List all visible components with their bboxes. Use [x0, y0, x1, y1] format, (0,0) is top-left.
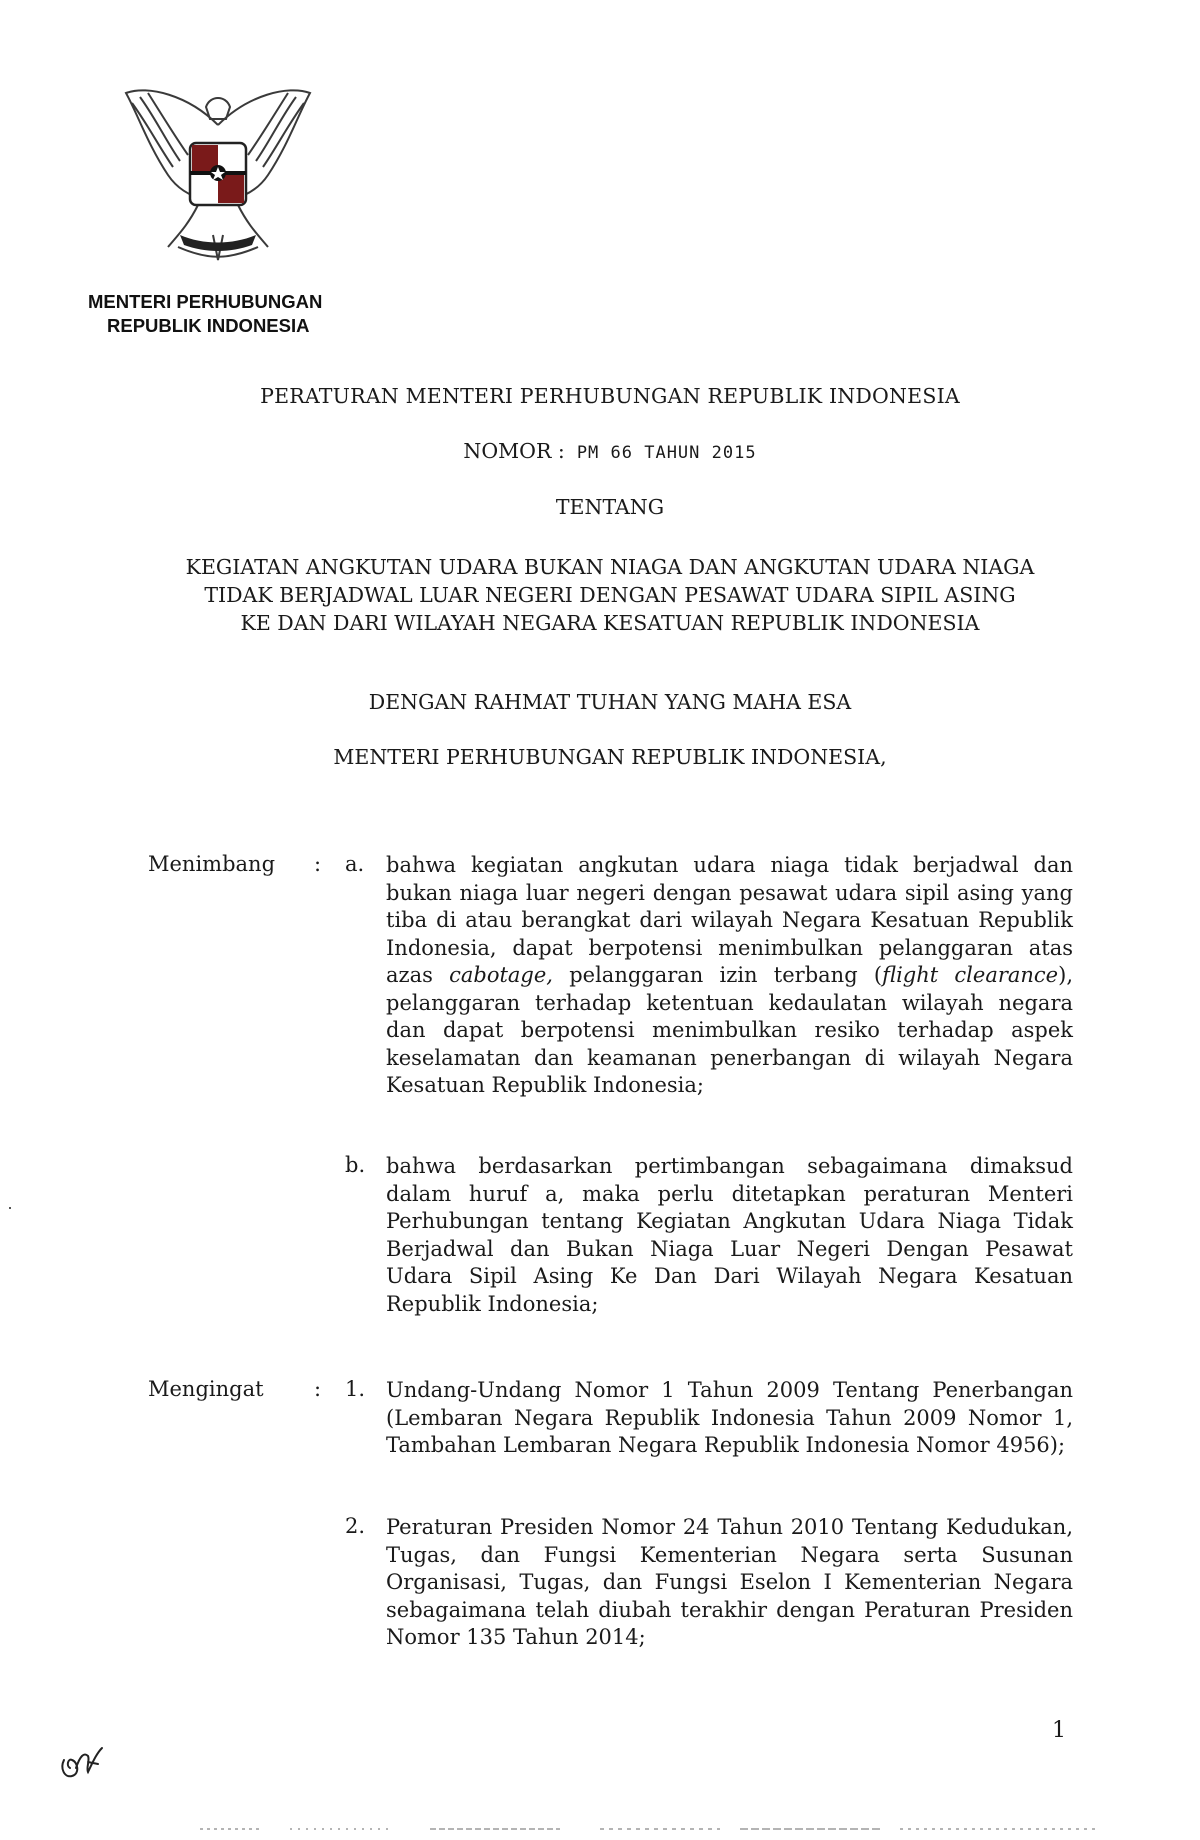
- page-number: 1: [1052, 1718, 1066, 1743]
- item-a-italic-cabotage: cabotage,: [449, 963, 553, 987]
- scan-speck: [9, 1207, 11, 1209]
- subject-line: KE DAN DARI WILAYAH NEGARA KESATUAN REPUBLIK INDONESIA: [240, 611, 980, 635]
- mengingat-item-2: [386, 1514, 1073, 1652]
- nomor-value: PM 66 TAHUN 2015: [576, 443, 757, 463]
- mengingat-label: Mengingat: [148, 1377, 264, 1401]
- menimbang-colon: :: [314, 852, 322, 876]
- item-a-text-1: bahwa kegiatan angkutan udara niaga tidak berjadwal dan bukan niaga luar negeri dengan pesawat udara sipil asing yang tiba di atau berangkat dari wilayah Negara Kesatuan Republik Indonesia, dapat berpotensi menimbulkan pelanggaran atas azas: [386, 853, 1073, 987]
- subject-line: TIDAK BERJADWAL LUAR NEGERI DENGAN PESAWAT UDARA SIPIL ASING: [204, 583, 1016, 607]
- menimbang-label: Menimbang: [148, 852, 276, 876]
- item-a-italic-flight-clearance: flight clearance: [882, 963, 1059, 987]
- mengingat-colon: :: [314, 1377, 322, 1401]
- item-2-text: Peraturan Presiden Nomor 24 Tahun 2010 Tentang Kedudukan, Tugas, dan Fungsi Kementerian Negara serta Susunan Organisasi, Tugas, dan Fungsi Eselon I Kementerian Negara sebagaimana telah diubah terakhir dengan Peraturan Presiden Nomor 135 Tahun 2014;: [386, 1515, 1073, 1649]
- mengingat-item-1: [386, 1377, 1073, 1460]
- rahmat-line: DENGAN RAHMAT TUHAN YANG MAHA ESA: [368, 690, 852, 714]
- ministry-line-2: REPUBLIK INDONESIA: [107, 315, 310, 336]
- item-a-text-3: ), pelanggaran terhadap ketentuan kedaulatan wilayah negara dan dapat berpotensi menimbulkan resiko terhadap aspek keselamatan dan keamanan penerbangan di wilayah Negara Kesatuan Republik Indonesia;: [386, 963, 1073, 1097]
- mengingat-marker-1: 1.: [345, 1377, 366, 1401]
- tentang-heading: TENTANG: [555, 495, 665, 519]
- item-a-text-2: pelanggaran izin terbang (: [552, 963, 883, 987]
- menimbang-marker-b: b.: [345, 1153, 366, 1177]
- scan-artifact-line: [200, 1827, 1100, 1831]
- menimbang-item-b: [386, 1153, 1073, 1318]
- regulation-subject: [140, 553, 1080, 637]
- item-1-text: Undang-Undang Nomor 1 Tahun 2009 Tentang Penerbangan (Lembaran Negara Republik Indonesia Tahun 2009 Nomor 1, Tambahan Lembaran Negara Republik Indonesia Nomor 4956);: [386, 1378, 1073, 1457]
- item-b-text: bahwa berdasarkan pertimbangan sebagaimana dimaksud dalam huruf a, maka perlu ditetapkan peraturan Menteri Perhubungan tentang Kegiatan Angkutan Udara Niaga Tidak Berjadwal dan Bukan Niaga Luar Negeri Dengan Pesawat Udara Sipil Asing Ke Dan Dari Wilayah Negara Kesatuan Republik Indonesia;: [386, 1154, 1073, 1316]
- menimbang-item-a: [386, 852, 1073, 1100]
- ministry-line-1: MENTERI PERHUBUNGAN: [88, 291, 323, 312]
- menteri-line: MENTERI PERHUBUNGAN REPUBLIK INDONESIA,: [333, 745, 887, 769]
- regulation-title: PERATURAN MENTERI PERHUBUNGAN REPUBLIK INDONESIA: [260, 384, 960, 408]
- ministry-letterhead: [88, 290, 348, 338]
- menimbang-marker-a: a.: [345, 852, 365, 876]
- nomor-label: NOMOR :: [463, 439, 565, 463]
- regulation-number: [140, 439, 1080, 463]
- handwritten-initial-icon: [58, 1738, 112, 1782]
- subject-line: KEGIATAN ANGKUTAN UDARA BUKAN NIAGA DAN ANGKUTAN UDARA NIAGA: [185, 555, 1035, 579]
- garuda-emblem-icon: [118, 85, 318, 280]
- mengingat-marker-2: 2.: [345, 1514, 366, 1538]
